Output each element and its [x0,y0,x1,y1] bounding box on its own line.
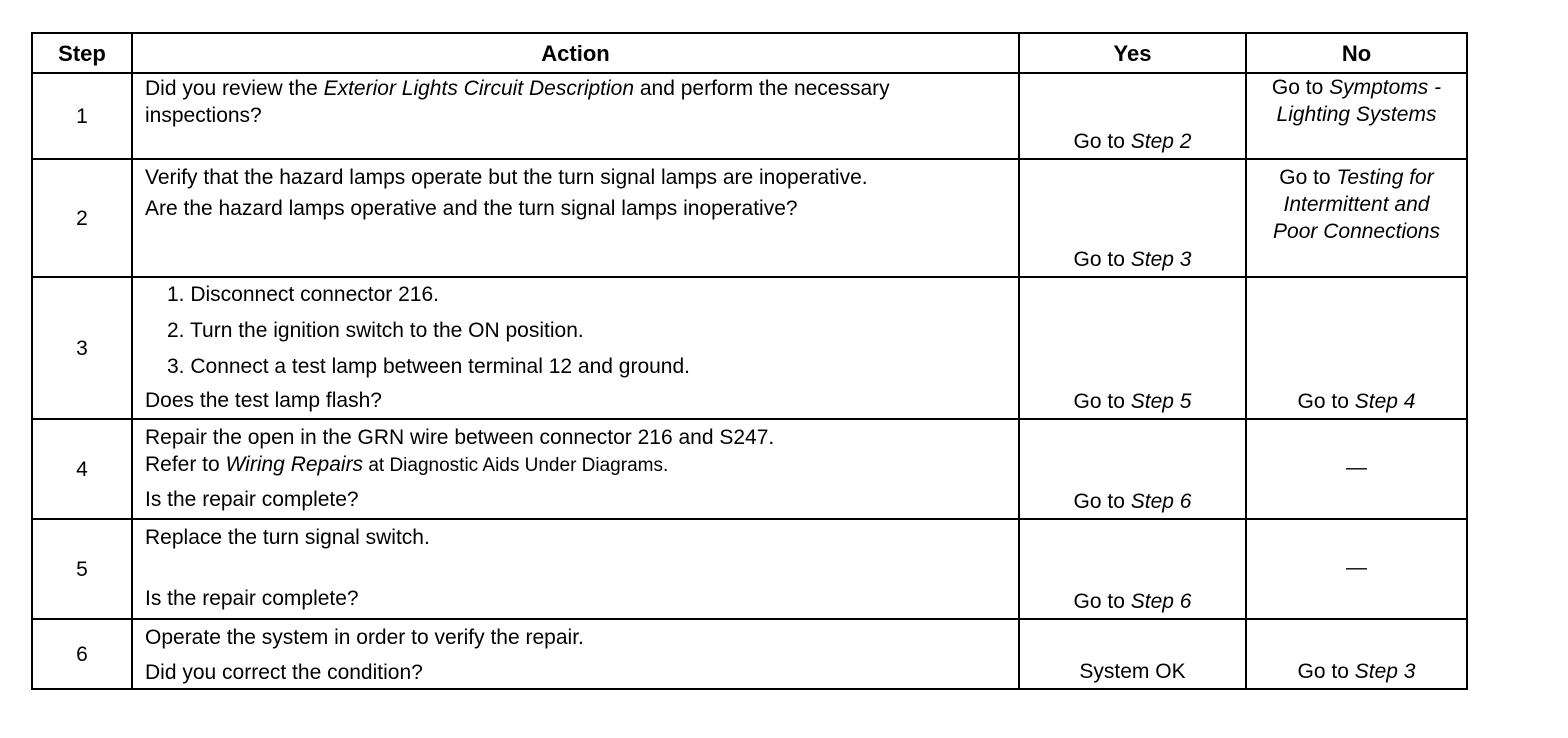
action-question: Did you correct the condition? [145,661,423,684]
step-number: 6 [32,619,132,689]
step-number: 5 [32,519,132,619]
no-link: Symptoms - Lighting Systems [1276,76,1442,126]
yes-cell [1019,519,1246,619]
action-text: Refer to [145,453,226,476]
table-row [32,159,1467,277]
no-text: Go to [1279,166,1337,189]
no-cell [1246,277,1467,419]
yes-text: Go to [1073,248,1131,271]
action-text: Replace the turn signal switch. [145,526,430,549]
action-cell [132,277,1019,419]
no-cell: — [1246,519,1467,619]
action-cell [132,159,1019,277]
yes-link: Step 6 [1130,590,1192,613]
no-text: Go to [1297,660,1355,683]
table-row [32,73,1467,159]
header-no: No [1246,33,1467,73]
action-text: Repair the open in the GRN wire between connector 216 and S247. [145,426,775,449]
action-text: Verify that the hazard lamps operate but the turn signal lamps are inoperative. [145,166,868,189]
instruction-item: 2. Turn the ignition switch to the ON position. [167,319,584,342]
yes-cell [1019,73,1246,159]
header-yes: Yes [1019,33,1246,73]
table-row [32,419,1467,519]
action-reference: Exterior Lights Circuit Description [323,77,635,100]
yes-cell [1019,159,1246,277]
no-cell [1246,159,1467,277]
yes-text: Go to [1073,130,1131,153]
action-cell [132,73,1019,159]
yes-link: Step 6 [1130,490,1192,513]
yes-text: Go to [1073,390,1131,413]
yes-cell: System OK [1019,619,1246,689]
no-link: Testing for Intermittent and Poor Connections [1273,166,1440,243]
action-question: Is the repair complete? [145,587,359,610]
step-number: 2 [32,159,132,277]
yes-link: Step 3 [1130,248,1192,271]
action-text: and perform the necessary inspections? [145,77,890,127]
yes-cell [1019,277,1246,419]
action-reference: Wiring Repairs [225,453,364,476]
header-step: Step [32,33,132,73]
yes-text: Go to [1073,490,1131,513]
step-number: 3 [32,277,132,419]
action-text: at Diagnostic Aids Under Diagrams. [363,455,669,476]
header-row [32,33,1467,73]
no-link: Step 3 [1354,660,1416,683]
no-link: Step 4 [1354,390,1416,413]
yes-text: Go to [1073,590,1131,613]
action-cell [132,419,1019,519]
yes-link: Step 2 [1130,130,1192,153]
action-question: Are the hazard lamps operative and the turn signal lamps inoperative? [145,197,798,220]
yes-link: Step 5 [1130,390,1192,413]
header-action: Action [132,33,1019,73]
diagnostic-table [31,32,1468,690]
action-question: Is the repair complete? [145,488,359,511]
no-cell: — [1246,419,1467,519]
instruction-item: 3. Connect a test lamp between terminal 12 and ground. [167,355,690,378]
table-row [32,277,1467,419]
action-question: Does the test lamp flash? [145,389,382,412]
no-cell [1246,619,1467,689]
action-cell [132,519,1019,619]
table-row [32,619,1467,689]
no-text: Go to [1297,390,1355,413]
action-text: Operate the system in order to verify the repair. [145,626,584,649]
no-text: Go to [1271,76,1330,99]
action-text: Did you review the [145,77,324,100]
instruction-item: 1. Disconnect connector 216. [167,283,439,306]
step-number: 1 [32,73,132,159]
table-row [32,519,1467,619]
action-cell [132,619,1019,689]
no-cell [1246,73,1467,159]
step-number: 4 [32,419,132,519]
yes-cell [1019,419,1246,519]
